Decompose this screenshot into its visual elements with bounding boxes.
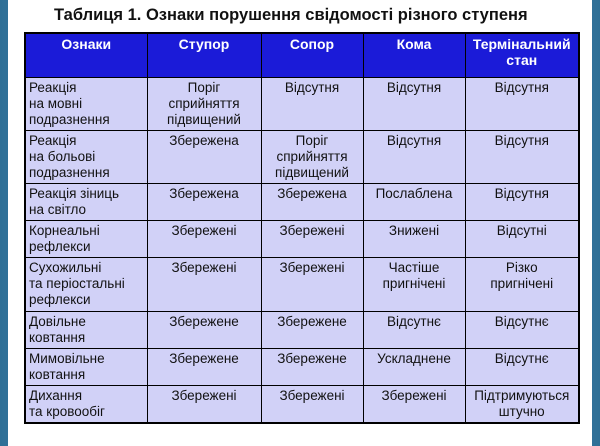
table-header-row (25, 33, 579, 77)
cell-stupor: Збережені (147, 257, 261, 311)
cell-sopor: Збережене (261, 311, 363, 348)
row-sign: Дихання та кровообіг (25, 385, 147, 423)
cell-terminal: Відсутнє (465, 311, 579, 348)
table-row (25, 183, 579, 220)
cell-coma: Відсутнє (363, 311, 465, 348)
cell-sopor: Збережені (261, 385, 363, 423)
table-row (25, 257, 579, 311)
cell-sopor: Збережена (261, 183, 363, 220)
row-sign: Реакція на больові подразнення (25, 130, 147, 183)
cell-terminal: Підтримуються штучно (465, 385, 579, 423)
cell-coma: Збережені (363, 385, 465, 423)
cell-stupor: Збережене (147, 311, 261, 348)
cell-stupor: Збережена (147, 130, 261, 183)
cell-sopor: Поріг сприйняття підвищений (261, 130, 363, 183)
cell-terminal: Різко пригнічені (465, 257, 579, 311)
cell-coma: Відсутня (363, 77, 465, 130)
header-signs: Ознаки (25, 33, 147, 77)
cell-coma: Послаблена (363, 183, 465, 220)
header-coma: Кома (363, 33, 465, 77)
cell-stupor: Збережені (147, 220, 261, 257)
table-row (25, 130, 579, 183)
slide (8, 0, 592, 446)
cell-terminal: Відсутня (465, 77, 579, 130)
cell-stupor: Збережені (147, 385, 261, 423)
cell-coma: Відсутня (363, 130, 465, 183)
cell-stupor: Збережена (147, 183, 261, 220)
cell-coma: Ускладнене (363, 348, 465, 385)
header-sopor: Сопор (261, 33, 363, 77)
row-sign: Реакція на мовні подразнення (25, 77, 147, 130)
header-terminal-state: Термінальний стан (465, 33, 579, 77)
cell-sopor: Відсутня (261, 77, 363, 130)
cell-coma: Знижені (363, 220, 465, 257)
cell-sopor: Збережені (261, 220, 363, 257)
cell-terminal: Відсутня (465, 130, 579, 183)
cell-terminal: Відсутнє (465, 348, 579, 385)
cell-sopor: Збережене (261, 348, 363, 385)
table-row (25, 348, 579, 385)
cell-terminal: Відсутня (465, 183, 579, 220)
consciousness-table (24, 32, 580, 424)
row-sign: Корнеальні рефлекси (25, 220, 147, 257)
table-row (25, 385, 579, 423)
table-title: Таблиця 1. Ознаки порушення свідомості різного ступеня (54, 6, 528, 24)
table-row (25, 311, 579, 348)
cell-stupor: Поріг сприйняття підвищений (147, 77, 261, 130)
cell-coma: Частіше пригнічені (363, 257, 465, 311)
row-sign: Сухожильні та періостальні рефлекси (25, 257, 147, 311)
row-sign: Реакція зіниць на світло (25, 183, 147, 220)
header-stupor: Ступор (147, 33, 261, 77)
row-sign: Мимовільне ковтання (25, 348, 147, 385)
row-sign: Довільне ковтання (25, 311, 147, 348)
cell-stupor: Збережене (147, 348, 261, 385)
cell-terminal: Відсутні (465, 220, 579, 257)
cell-sopor: Збережені (261, 257, 363, 311)
table-row (25, 220, 579, 257)
table-row (25, 77, 579, 130)
